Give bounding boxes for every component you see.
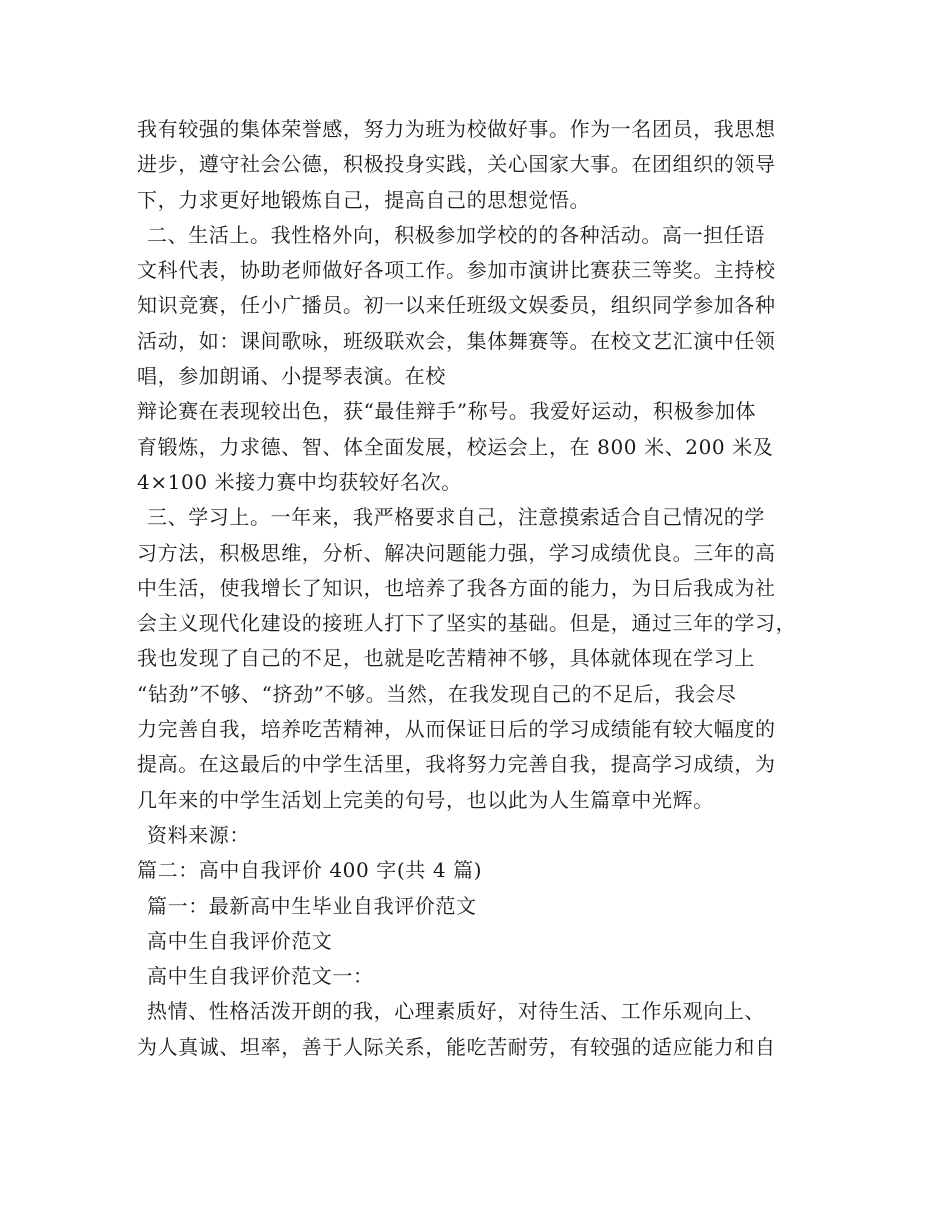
- text-line: 知识竞赛，任小广播员。初一以来任班级文娱委员，组织同学参加各种: [137, 293, 776, 318]
- text-line: 进步，遵守社会公德，积极投身实践，关心国家大事。在团组织的领导: [137, 152, 776, 177]
- text-line: 中生活，使我增长了知识，也培养了我各方面的能力，为日后我成为社: [137, 575, 776, 600]
- source-label: 资料来源：: [147, 822, 250, 847]
- text-line: 几年来的中学生活划上完美的句号，也以此为人生篇章中光辉。: [137, 787, 714, 812]
- text-line: “钻劲”不够、“挤劲”不够。当然，在我发现自己的不足后，我会尽: [137, 681, 737, 706]
- text-line: 活动，如：课间歌咏，班级联欢会，集体舞赛等。在校文艺汇演中任领: [137, 328, 776, 353]
- text-line: 习方法，积极思维，分析、解决问题能力强，学习成绩优良。三年的高: [137, 540, 776, 565]
- text-line: 力完善自我，培养吃苦精神，从而保证日后的学习成绩能有较大幅度的: [137, 717, 776, 742]
- chapter-heading: 篇二：高中自我评价 400 字(共 4 篇): [137, 858, 483, 883]
- document-body: [137, 112, 827, 1065]
- text-line: 下，力求更好地锻炼自己，提高自己的思想觉悟。: [137, 187, 591, 212]
- text-line: 我有较强的集体荣誉感，努力为班为校做好事。作为一名团员，我思想: [137, 117, 776, 141]
- text-line: 文科代表，协助老师做好各项工作。参加市演讲比赛获三等奖。主持校: [137, 258, 776, 283]
- text-line: 我也发现了自己的不足，也就是吃苦精神不够，具体就体现在学习上: [137, 646, 755, 671]
- text-line: 会主义现代化建设的接班人打下了坚实的基础。但是，通过三年的学习，: [137, 611, 797, 636]
- section-heading-life: 二、生活上。我性格外向，积极参加学校的的各种活动。高一担任语: [147, 222, 765, 247]
- section-heading-study: 三、学习上。一年来，我严格要求自己，注意摸索适合自己情况的学: [147, 505, 765, 530]
- text-line: 育锻炼，力求德、智、体全面发展，校运会上，在 800 米、200 米及: [137, 434, 774, 459]
- example-heading: 高中生自我评价范文一：: [147, 964, 374, 989]
- text-line: 为人真诚、坦率，善于人际关系，能吃苦耐劳，有较强的适应能力和自: [137, 1034, 776, 1059]
- text-line: 4×100 米接力赛中均获较好名次。: [137, 469, 462, 494]
- text-line: 热情、性格活泼开朗的我，心理素质好，对待生活、工作乐观向上、: [147, 999, 765, 1024]
- text-line: 唱，参加朗诵、小提琴表演。在校: [137, 364, 446, 389]
- text-line: 辩论赛在表现较出色，获“最佳辩手”称号。我爱好运动，积极参加体: [137, 399, 757, 424]
- article-title: 篇一：最新高中生毕业自我评价范文: [147, 893, 477, 918]
- text-line: 提高。在这最后的中学生活里，我将努力完善自我，提高学习成绩，为: [137, 752, 776, 777]
- article-subtitle: 高中生自我评价范文: [147, 928, 333, 953]
